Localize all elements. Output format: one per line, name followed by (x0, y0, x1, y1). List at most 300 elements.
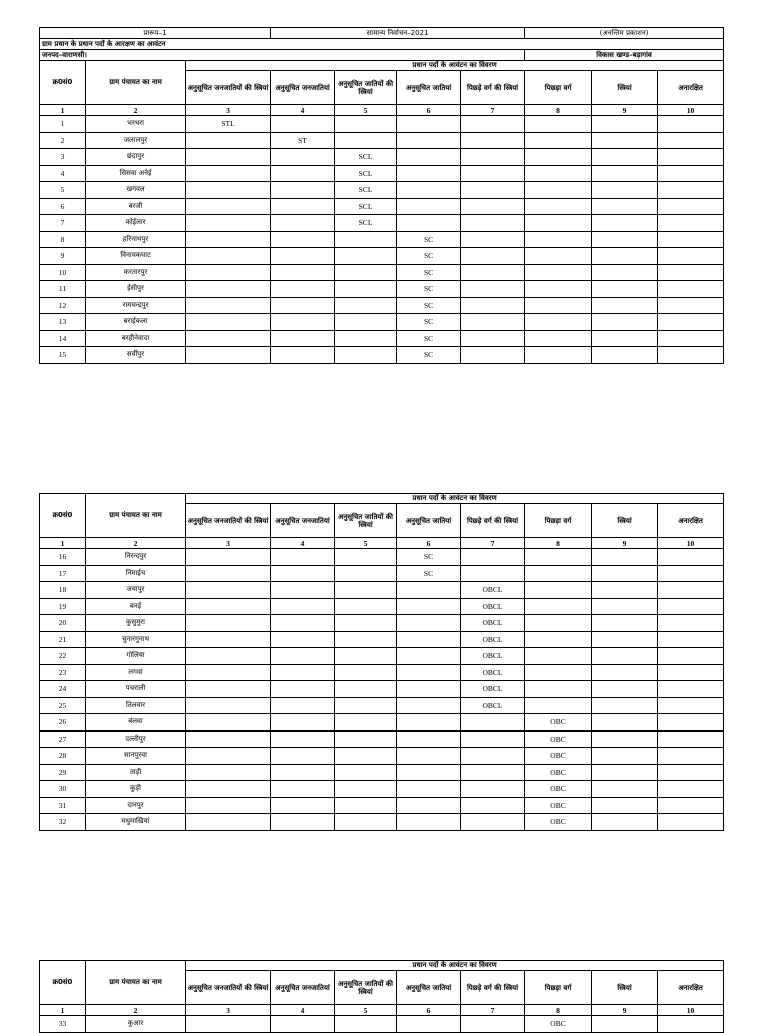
column-number: 9 (592, 105, 658, 116)
column-number: 1 (40, 1005, 86, 1016)
women-cell (592, 132, 658, 149)
reservation-cell (397, 182, 461, 199)
table-row (40, 198, 724, 215)
reservation-cell (186, 132, 271, 149)
reservation-cell (461, 231, 525, 248)
unreserved-cell (658, 764, 724, 781)
reservation-cell (186, 330, 271, 347)
serial-number: 17 (40, 565, 86, 582)
column-number: 6 (397, 1005, 461, 1016)
women-cell (592, 797, 658, 814)
reservation-cell (186, 565, 271, 582)
column-number: 8 (525, 105, 592, 116)
reservation-cell: OBC (525, 714, 592, 731)
reservation-cell: OBCL (461, 664, 525, 681)
table-row (40, 681, 724, 698)
reservation-cell (525, 664, 592, 681)
document-subject: ग्राम प्रधान के प्रधान पदों के आरक्षण का आवंटन (40, 39, 724, 50)
reservation-cell (335, 764, 397, 781)
unreserved-cell (658, 748, 724, 765)
women-cell (592, 231, 658, 248)
reservation-cell (397, 697, 461, 714)
reservation-cell (186, 297, 271, 314)
reservation-cell (271, 582, 335, 599)
reservation-cell (525, 297, 592, 314)
col-village-header: ग्राम पंचायत का नाम (86, 961, 186, 1005)
reservation-cell (186, 681, 271, 698)
reservation-cell (461, 714, 525, 731)
reservation-cell (335, 565, 397, 582)
unreserved-cell (658, 314, 724, 331)
reservation-cell (461, 215, 525, 232)
unreserved-cell (658, 549, 724, 566)
reservation-cell (335, 248, 397, 265)
reservation-cell (461, 314, 525, 331)
reservation-cell (525, 697, 592, 714)
column-number: 7 (461, 538, 525, 549)
reservation-cell (335, 748, 397, 765)
reservation-cell (271, 297, 335, 314)
column-number: 6 (397, 538, 461, 549)
village-name: बनई (86, 598, 186, 615)
reservation-cell (271, 281, 335, 298)
reservation-cell: OBCL (461, 681, 525, 698)
table-row (40, 631, 724, 648)
village-name: तिलवार (86, 697, 186, 714)
reservation-cell (525, 248, 592, 265)
unreserved-cell (658, 231, 724, 248)
column-number: 5 (335, 538, 397, 549)
reservation-cell (335, 631, 397, 648)
unreserved-cell (658, 132, 724, 149)
col-women-header: स्त्रियां (592, 71, 658, 105)
women-cell (592, 116, 658, 133)
reservation-cell (271, 231, 335, 248)
reservation-cell: SCL (335, 165, 397, 182)
table-row (40, 347, 724, 364)
col-unreserved-header: अनारक्षित (658, 71, 724, 105)
reservation-cell (461, 347, 525, 364)
reservation-cell: OBCL (461, 648, 525, 665)
reservation-cell (335, 231, 397, 248)
reservation-cell (271, 664, 335, 681)
reservation-cell: SC (397, 314, 461, 331)
reservation-cell (525, 598, 592, 615)
col-sno-header: क्र0सं0 (40, 61, 86, 105)
allocation-group-header: प्रधान पदों के आवंटन का विवरण (186, 61, 724, 71)
reservation-cell (461, 549, 525, 566)
women-cell (592, 347, 658, 364)
col-unreserved-header: अनारक्षित (658, 504, 724, 538)
reservation-cell (461, 797, 525, 814)
reservation-cell (461, 198, 525, 215)
village-name: बंलवा (86, 714, 186, 731)
unreserved-cell (658, 697, 724, 714)
reservation-cell (271, 215, 335, 232)
reservation-cell (186, 615, 271, 632)
reservation-cell (271, 347, 335, 364)
reservation-cell: SC (397, 549, 461, 566)
unreserved-cell (658, 297, 724, 314)
reservation-cell (186, 347, 271, 364)
serial-number: 24 (40, 681, 86, 698)
women-cell (592, 264, 658, 281)
reservation-cell (271, 748, 335, 765)
reservation-cell (335, 681, 397, 698)
serial-number: 14 (40, 330, 86, 347)
reservation-cell (335, 814, 397, 831)
table-row (40, 697, 724, 714)
reservation-cell (271, 182, 335, 199)
reservation-cell: OBC (525, 731, 592, 748)
col-unreserved-header: अनारक्षित (658, 971, 724, 1005)
reservation-cell (461, 748, 525, 765)
table-row (40, 330, 724, 347)
reservation-cell (397, 748, 461, 765)
column-number: 10 (658, 1005, 724, 1016)
unreserved-cell (658, 714, 724, 731)
reservation-cell: SC (397, 248, 461, 265)
reservation-cell: OBCL (461, 598, 525, 615)
table-row (40, 248, 724, 265)
serial-number: 15 (40, 347, 86, 364)
allocation-table-1 (39, 27, 724, 364)
village-name: निरन्दपुर (86, 549, 186, 566)
reservation-cell (335, 781, 397, 798)
reservation-cell (186, 781, 271, 798)
village-name: गोलिया (86, 648, 186, 665)
col-st-women-header: अनुसूचित जनजातियों की स्त्रियां (186, 71, 271, 105)
table-row (40, 582, 724, 599)
col-st-header: अनुसूचित जनजातियां (271, 504, 335, 538)
village-name: जयापुर (86, 582, 186, 599)
col-obc-women-header: पिछड़े वर्ग की स्त्रियां (461, 504, 525, 538)
unreserved-cell (658, 681, 724, 698)
reservation-cell (335, 314, 397, 331)
reservation-cell (271, 330, 335, 347)
reservation-cell (397, 797, 461, 814)
unreserved-cell (658, 330, 724, 347)
village-name: सानपुरवा (86, 748, 186, 765)
reservation-cell (525, 549, 592, 566)
reservation-cell (271, 814, 335, 831)
unreserved-cell (658, 598, 724, 615)
unreserved-cell (658, 182, 724, 199)
village-name: कुआर (86, 1016, 186, 1033)
unreserved-cell (658, 631, 724, 648)
allocation-group-header: प्रधान पदों के आवंटन का विवरण (186, 961, 724, 971)
reservation-cell (271, 697, 335, 714)
village-name: मधुमाखियां (86, 814, 186, 831)
reservation-cell (525, 116, 592, 133)
women-cell (592, 664, 658, 681)
reservation-cell (186, 814, 271, 831)
reservation-cell (525, 648, 592, 665)
reservation-cell (186, 697, 271, 714)
unreserved-cell (658, 664, 724, 681)
reservation-cell (186, 264, 271, 281)
unreserved-cell (658, 582, 724, 599)
unreserved-cell (658, 781, 724, 798)
reservation-cell: SC (397, 347, 461, 364)
serial-number: 29 (40, 764, 86, 781)
women-cell (592, 165, 658, 182)
women-cell (592, 182, 658, 199)
table-row (40, 132, 724, 149)
serial-number: 5 (40, 182, 86, 199)
reservation-cell: OBCL (461, 582, 525, 599)
unreserved-cell (658, 565, 724, 582)
reservation-cell (271, 198, 335, 215)
unreserved-cell (658, 264, 724, 281)
unreserved-cell (658, 648, 724, 665)
serial-number: 1 (40, 116, 86, 133)
reservation-cell (461, 248, 525, 265)
reservation-cell (397, 215, 461, 232)
table-row (40, 748, 724, 765)
col-st-women-header: अनुसूचित जनजातियों की स्त्रियां (186, 504, 271, 538)
allocation-table-3 (39, 960, 724, 1033)
reservation-cell (271, 565, 335, 582)
village-name: सिसवा अनेई (86, 165, 186, 182)
reservation-cell: SCL (335, 198, 397, 215)
reservation-cell (525, 565, 592, 582)
serial-number: 12 (40, 297, 86, 314)
serial-number: 6 (40, 198, 86, 215)
reservation-cell (525, 615, 592, 632)
reservation-cell (335, 582, 397, 599)
col-women-header: स्त्रियां (592, 971, 658, 1005)
reservation-cell (335, 797, 397, 814)
village-name: करतारपुर (86, 264, 186, 281)
reservation-cell (397, 198, 461, 215)
reservation-cell (335, 116, 397, 133)
reservation-cell (186, 797, 271, 814)
village-name: ताड़ी (86, 764, 186, 781)
serial-number: 3 (40, 149, 86, 166)
reservation-cell (186, 215, 271, 232)
reservation-cell: SCL (335, 182, 397, 199)
allocation-group-header: प्रधान पदों के आवंटन का विवरण (186, 494, 724, 504)
reservation-cell (461, 116, 525, 133)
reservation-cell (397, 814, 461, 831)
table-row (40, 615, 724, 632)
women-cell (592, 681, 658, 698)
table-row (40, 598, 724, 615)
women-cell (592, 648, 658, 665)
reservation-cell: OBC (525, 814, 592, 831)
column-number: 9 (592, 538, 658, 549)
reservation-cell (397, 149, 461, 166)
column-number-row (40, 1005, 724, 1016)
table-row (40, 231, 724, 248)
reservation-cell (335, 615, 397, 632)
reservation-cell: STL (186, 116, 271, 133)
reservation-cell (271, 631, 335, 648)
column-number: 5 (335, 1005, 397, 1016)
table-row (40, 664, 724, 681)
table-row (40, 149, 724, 166)
reservation-cell (525, 182, 592, 199)
village-name: कोईलार (86, 215, 186, 232)
serial-number: 20 (40, 615, 86, 632)
reservation-cell (271, 549, 335, 566)
reservation-cell (397, 615, 461, 632)
col-sc-women-header: अनुसूचित जातियों की स्त्रियां (335, 504, 397, 538)
women-cell (592, 631, 658, 648)
reservation-cell (271, 648, 335, 665)
reservation-cell (335, 132, 397, 149)
village-name: कुसुमुरा (86, 615, 186, 632)
village-name: लगवां (86, 664, 186, 681)
column-number: 8 (525, 538, 592, 549)
reservation-cell (186, 598, 271, 615)
table-row (40, 781, 724, 798)
reservation-cell (525, 281, 592, 298)
reservation-cell (186, 764, 271, 781)
unreserved-cell (658, 814, 724, 831)
reservation-cell (271, 598, 335, 615)
reservation-cell (397, 631, 461, 648)
women-cell (592, 714, 658, 731)
reservation-cell (525, 231, 592, 248)
reservation-cell (271, 149, 335, 166)
column-number: 3 (186, 1005, 271, 1016)
serial-number: 30 (40, 781, 86, 798)
reservation-cell (397, 681, 461, 698)
column-number: 10 (658, 105, 724, 116)
reservation-cell (397, 132, 461, 149)
reservation-cell (271, 681, 335, 698)
reservation-cell (461, 264, 525, 281)
village-name: छंदापुर (86, 149, 186, 166)
column-number: 4 (271, 1005, 335, 1016)
reservation-cell (397, 165, 461, 182)
reservation-cell (186, 231, 271, 248)
reservation-cell (271, 781, 335, 798)
reservation-cell (271, 714, 335, 731)
unreserved-cell (658, 149, 724, 166)
serial-number: 8 (40, 231, 86, 248)
serial-number: 21 (40, 631, 86, 648)
women-cell (592, 615, 658, 632)
reservation-cell (271, 116, 335, 133)
unreserved-cell (658, 248, 724, 265)
women-cell (592, 748, 658, 765)
election-title: सामान्य निर्वाचन–2021 (271, 28, 525, 39)
reservation-cell (525, 198, 592, 215)
reservation-cell (271, 165, 335, 182)
reservation-cell (186, 248, 271, 265)
serial-number: 28 (40, 748, 86, 765)
reservation-cell (271, 615, 335, 632)
serial-number: 23 (40, 664, 86, 681)
serial-number: 10 (40, 264, 86, 281)
women-cell (592, 281, 658, 298)
col-sc-women-header: अनुसूचित जातियों की स्त्रियां (335, 971, 397, 1005)
table-row (40, 565, 724, 582)
village-name: बरजी (86, 198, 186, 215)
reservation-cell: SC (397, 330, 461, 347)
serial-number: 33 (40, 1016, 86, 1033)
table-row (40, 215, 724, 232)
table-row (40, 297, 724, 314)
col-village-header: ग्राम पंचायत का नाम (86, 61, 186, 105)
women-cell (592, 598, 658, 615)
column-number: 10 (658, 538, 724, 549)
col-obc-header: पिछड़ा वर्ग (525, 971, 592, 1005)
column-number: 8 (525, 1005, 592, 1016)
women-cell (592, 731, 658, 748)
column-number: 3 (186, 105, 271, 116)
village-name: जलालपुर (86, 132, 186, 149)
reservation-cell: OBC (525, 797, 592, 814)
table-row (40, 281, 724, 298)
col-st-header: अनुसूचित जनजातियां (271, 971, 335, 1005)
women-cell (592, 215, 658, 232)
reservation-cell (186, 165, 271, 182)
reservation-cell (397, 664, 461, 681)
column-number: 3 (186, 538, 271, 549)
reservation-cell: OBCL (461, 631, 525, 648)
women-cell (592, 565, 658, 582)
proforma-label: प्रारूप–1 (40, 28, 271, 39)
reservation-cell (335, 664, 397, 681)
reservation-cell (525, 314, 592, 331)
reservation-cell (525, 330, 592, 347)
women-cell (592, 814, 658, 831)
reservation-cell (186, 582, 271, 599)
unreserved-cell (658, 731, 724, 748)
women-cell (592, 314, 658, 331)
women-cell (592, 248, 658, 265)
reservation-cell: SC (397, 281, 461, 298)
reservation-cell (525, 681, 592, 698)
reservation-cell (186, 281, 271, 298)
village-name: पचराली (86, 681, 186, 698)
village-name: ईसीपुर (86, 281, 186, 298)
reservation-cell (397, 582, 461, 599)
reservation-cell (335, 714, 397, 731)
village-name: दल्लीपुर (86, 731, 186, 748)
reservation-cell (525, 165, 592, 182)
table-row (40, 116, 724, 133)
reservation-cell (335, 648, 397, 665)
serial-number: 26 (40, 714, 86, 731)
village-name: सर्वीपुर (86, 347, 186, 364)
col-sc-header: अनुसूचित जातियां (397, 504, 461, 538)
table-header (40, 494, 724, 549)
col-obc-women-header: पिछड़े वर्ग की स्त्रियां (461, 71, 525, 105)
reservation-cell: SC (397, 264, 461, 281)
unreserved-cell (658, 165, 724, 182)
reservation-cell (186, 714, 271, 731)
column-number: 5 (335, 105, 397, 116)
serial-number: 2 (40, 132, 86, 149)
serial-number: 7 (40, 215, 86, 232)
reservation-cell (186, 631, 271, 648)
unreserved-cell (658, 116, 724, 133)
village-name: रामचन्द्रपुर (86, 297, 186, 314)
reservation-cell (461, 149, 525, 166)
table-header (40, 61, 724, 116)
reservation-cell (525, 631, 592, 648)
women-cell (592, 781, 658, 798)
reservation-cell (271, 248, 335, 265)
reservation-cell: SC (397, 231, 461, 248)
col-village-header: ग्राम पंचायत का नाम (86, 494, 186, 538)
col-sc-header: अनुसूचित जातियां (397, 71, 461, 105)
